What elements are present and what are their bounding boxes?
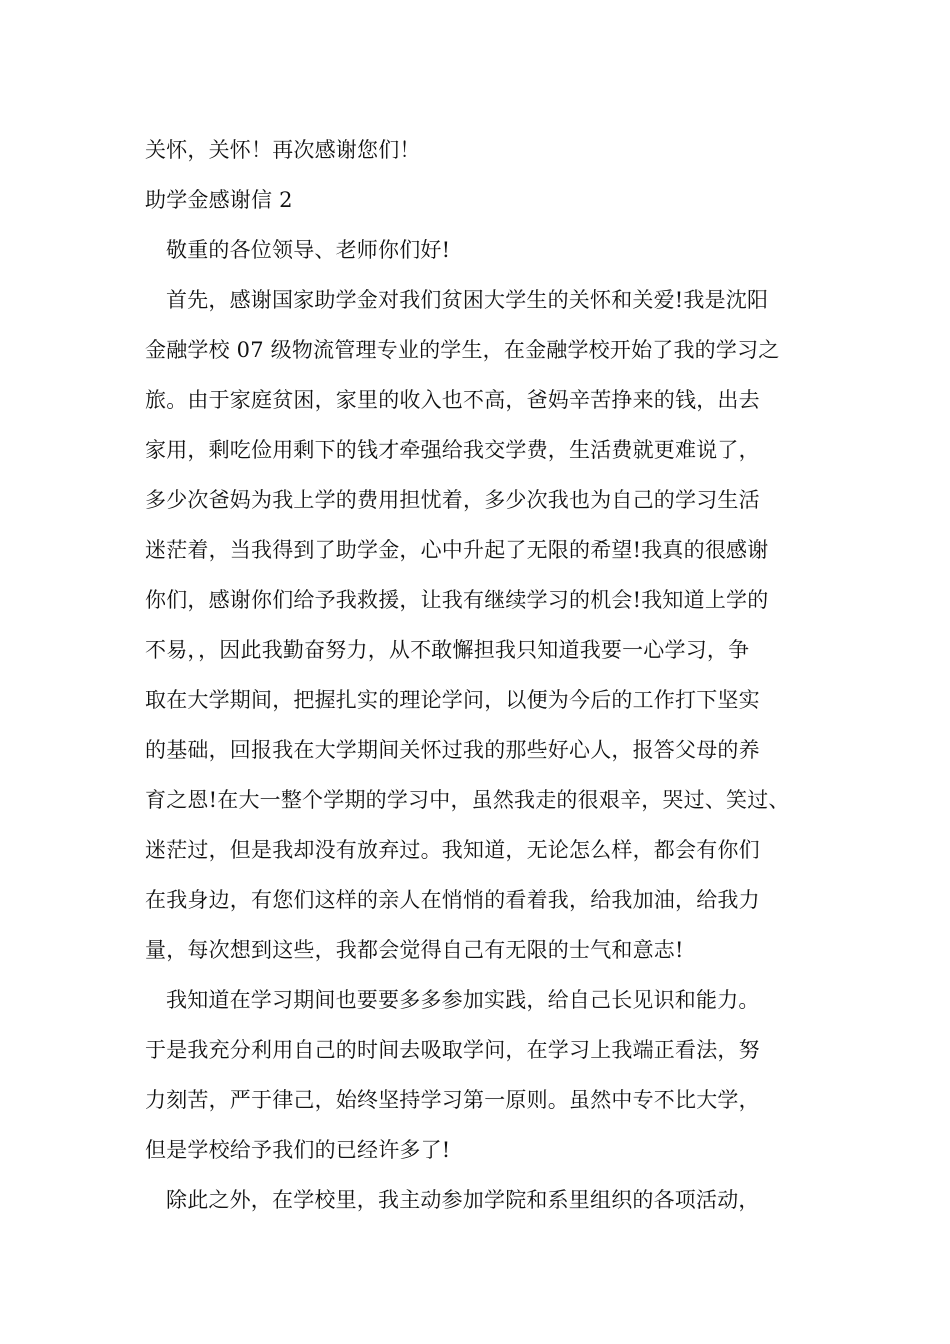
- salutation: 敬重的各位领导、老师你们好!: [166, 238, 451, 262]
- closing-line: 关怀，关怀！再次感谢您们！: [145, 138, 421, 162]
- paragraph-line: 金融学校 07 级物流管理专业的学生，在金融学校开始了我的学习之: [145, 338, 780, 362]
- paragraph-line: 家用，剩吃俭用剩下的钱才牵强给我交学费，生活费就更难说了，: [145, 438, 760, 462]
- paragraph-line: 取在大学期间，把握扎实的理论学问，以便为今后的工作打下坚实: [145, 688, 760, 712]
- paragraph-line: 多少次爸妈为我上学的费用担忧着，多少次我也为自己的学习生活: [145, 488, 760, 512]
- paragraph-line: 首先，感谢国家助学金对我们贫困大学生的关怀和关爱!我是沈阳: [166, 288, 769, 312]
- paragraph-line: 你们，感谢你们给予我救援，让我有继续学习的机会!我知道上学的: [145, 588, 769, 612]
- paragraph-line: 迷茫着，当我得到了助学金，心中升起了无限的希望!我真的很感谢: [145, 538, 769, 562]
- paragraph-line: 的基础，回报我在大学期间关怀过我的那些好心人，报答父母的养: [145, 738, 760, 762]
- paragraph-line: 育之恩!在大一整个学期的学习中，虽然我走的很艰辛，哭过、笑过、: [145, 788, 790, 812]
- paragraph-line: 量，每次想到这些，我都会觉得自己有无限的士气和意志!: [145, 938, 684, 962]
- paragraph-line: 在我身边，有您们这样的亲人在悄悄的看着我，给我加油，给我力: [145, 888, 760, 912]
- paragraph-line: 力刻苦，严于律己，始终坚持学习第一原则。虽然中专不比大学，: [145, 1088, 760, 1112]
- paragraph-line: 但是学校给予我们的已经许多了!: [145, 1138, 451, 1162]
- paragraph-line: 于是我充分利用自己的时间去吸取学问，在学习上我端正看法，努: [145, 1038, 760, 1062]
- paragraph-line: 迷茫过，但是我却没有放弃过。我知道，无论怎么样，都会有你们: [145, 838, 760, 862]
- paragraph-line: 旅。由于家庭贫困，家里的收入也不高，爸妈辛苦挣来的钱，出去: [145, 388, 760, 412]
- paragraph-line: 不易，，因此我勤奋努力，从不敢懈担我只知道我要一心学习，争: [145, 638, 750, 662]
- paragraph-line: 我知道在学习期间也要要多多参加实践，给自己长见识和能力。: [166, 988, 760, 1012]
- letter-title: 助学金感谢信 2: [145, 188, 293, 212]
- paragraph-line: 除此之外，在学校里，我主动参加学院和系里组织的各项活动，: [166, 1188, 760, 1212]
